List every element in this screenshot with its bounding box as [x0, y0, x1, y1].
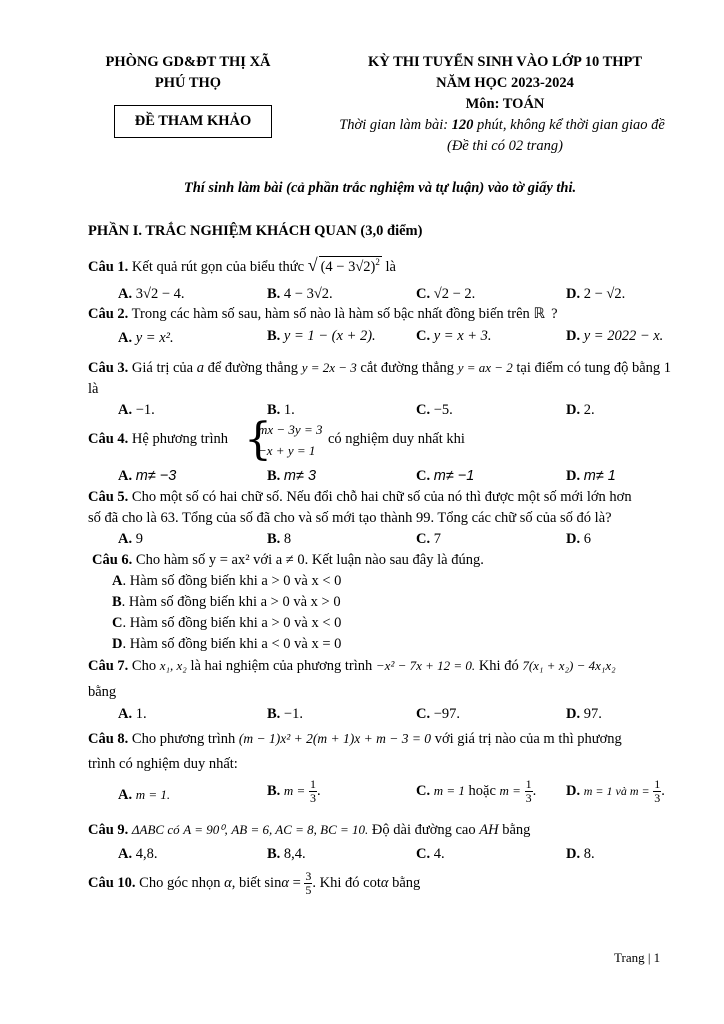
real-set-icon: ℝ [533, 306, 545, 322]
q6-option-a[interactable] [112, 573, 341, 590]
q1-a-value: 3√2 − 4. [135, 286, 185, 302]
q1-text: Kết quả rút gọn của biểu thức [131, 259, 305, 275]
q4-eq1: mx − 3y = 3 [258, 422, 323, 437]
q7-vars: x₁, x₂ [159, 658, 187, 673]
q3-text2: để đường thẳng [207, 360, 299, 376]
q9-d-value: 8. [583, 846, 595, 862]
q2-stem [88, 306, 558, 323]
q8-a-label: A. [118, 787, 133, 803]
q3-stem [88, 357, 676, 400]
q7-d-value: 97. [583, 706, 602, 722]
q9-stem [88, 822, 530, 839]
q10-num: 3 [305, 869, 312, 883]
q5-d-value: 6 [583, 531, 591, 547]
q1-a-label: A. [118, 286, 133, 302]
q8-text1: Cho phương trình [131, 731, 236, 747]
q7-a-value: 1. [135, 706, 147, 722]
q9-c-value: 4. [433, 846, 445, 862]
q9-a-value: 4,8. [135, 846, 158, 862]
q8-b-den: 3 [309, 791, 316, 805]
q3-option-a[interactable] [118, 402, 155, 419]
q4-d-value: m≠ 1 [583, 468, 616, 484]
q8-text3: trình có nghiệm duy nhất: [88, 756, 238, 772]
q2-a-value: y = x². [135, 330, 174, 346]
q8-option-b[interactable]: B. m = $\frac{1}{3}$ . [267, 777, 321, 805]
q6-text: Cho hàm số y = ax² với a ≠ 0. Kết luận nào sau đây là đúng. [135, 552, 484, 568]
q5-b-label: B. [267, 531, 281, 547]
q5-stem-line1 [88, 489, 632, 506]
q7-d-label: D. [566, 706, 581, 722]
q7-b-label: B. [267, 706, 281, 722]
q2-label: Câu 2. [88, 306, 129, 322]
time-prefix: Thời gian làm bài: [339, 117, 452, 133]
q4-label: Câu 4. [88, 431, 129, 447]
q6-a-label: A [112, 573, 123, 589]
q9-text1: ΔABC có [131, 822, 180, 837]
q7-c-value: −97. [433, 706, 461, 722]
q3-label: Câu 3. [88, 360, 129, 376]
q4-a-label: A. [118, 468, 133, 484]
q1-option-d[interactable] [566, 286, 625, 303]
q10-text3: . Khi đó cot [312, 874, 381, 891]
q7-text4: bằng [88, 684, 117, 700]
q10-stem [88, 870, 420, 897]
q7-option-d[interactable] [566, 706, 602, 723]
q1-expr-wrap [319, 256, 382, 276]
q3-option-d[interactable] [566, 402, 595, 419]
q3-a-label: A. [118, 402, 133, 418]
q8-c-num: 1 [525, 777, 532, 791]
q9-sides: AB = 6, AC = 8, BC = 10. [231, 822, 369, 837]
q5-b-value: 8 [283, 531, 292, 547]
q6-c-value: . Hàm số đồng biến khi a > 0 và x < 0 [122, 615, 342, 631]
q4-option-c[interactable] [416, 468, 474, 485]
q9-b-label: B. [267, 846, 281, 862]
q9-b-value: 8,4. [283, 846, 306, 862]
q8-option-c[interactable]: C. m = 1 hoặc m = $\frac{1}{3}$ . [416, 777, 537, 805]
q3-b-label: B. [267, 402, 281, 418]
q8-b-num: 1 [309, 777, 316, 791]
q10-alpha3: α [380, 874, 389, 891]
q5-option-d[interactable] [566, 531, 591, 548]
q1-d-label: D. [566, 286, 581, 302]
q8-option-a[interactable] [118, 787, 170, 804]
section-title: PHẦN I. TRẮC NGHIỆM KHÁCH QUAN (3,0 điểm) [88, 223, 423, 239]
q1-b-value: 4 − 3√2. [283, 286, 333, 302]
q7-option-a[interactable] [118, 706, 147, 723]
q2-option-b[interactable] [267, 328, 376, 345]
q1-option-a[interactable] [118, 286, 185, 303]
q3-text4: tại điểm có tung [516, 360, 611, 376]
q9-text3: bằng [502, 822, 531, 838]
q7-c-label: C. [416, 706, 431, 722]
q8-c-fraction [525, 778, 533, 805]
time-line [318, 117, 686, 134]
q5-text1: Cho một số có hai chữ số. Nếu đổi chỗ hai chữ số của nó thì được một số mới lớn hơn [131, 489, 632, 505]
q5-option-a[interactable] [118, 531, 143, 548]
q7-text1: Cho [131, 658, 157, 674]
q2-c-value: y = x + 3. [433, 328, 492, 344]
exam-type-box [114, 105, 272, 138]
q2-option-d[interactable] [566, 328, 663, 345]
q2-b-value: y = 1 − (x + 2). [283, 328, 376, 344]
q4-option-a[interactable] [118, 468, 176, 485]
q2-d-label: D. [566, 328, 581, 344]
q5-c-label: C. [416, 531, 431, 547]
q5-option-c[interactable] [416, 531, 441, 548]
q8-b-pre: m = [283, 782, 306, 798]
q4-b-label: B. [267, 468, 281, 484]
q7-text3: Khi đó [478, 658, 519, 674]
q6-label: Câu 6. [92, 552, 133, 568]
q6-c-label: C [112, 615, 123, 631]
q5-label: Câu 5. [88, 489, 129, 505]
q8-d-pre: m = 1 và m = [583, 783, 650, 798]
q8-c-label: C. [416, 782, 431, 799]
q3-a-value: −1. [135, 402, 155, 418]
q7-text2: là hai nghiệm của phương trình [190, 658, 373, 674]
q3-option-c[interactable] [416, 402, 453, 419]
q8-c-mid: m = [499, 782, 521, 798]
q8-b-fraction [309, 778, 317, 805]
q1-expr: (4 − 3√2) [320, 259, 376, 275]
q6-d-label: D [112, 636, 123, 652]
q8-b-label: B. [267, 782, 281, 799]
sqrt-icon: √ [307, 255, 318, 275]
q2-tail: ? [551, 306, 558, 322]
q4-c-value: m≠ −1 [433, 468, 475, 484]
q1-tail: là [385, 259, 396, 275]
q10-label: Câu 10. [88, 874, 136, 891]
q3-text5: độ bằng 1 là [88, 360, 672, 397]
q5-c-value: 7 [433, 531, 441, 547]
instruction: Thí sinh làm bài (cả phần trắc nghiệm và tự luận) vào tờ giấy thi. [183, 180, 577, 196]
q8-d-den: 3 [654, 791, 661, 805]
q4-eq2: −x + y = 1 [258, 443, 316, 458]
q2-d-value: y = 2022 − x. [583, 328, 664, 344]
q9-option-d[interactable] [566, 846, 595, 863]
q3-text3: cắt đường thẳng [360, 360, 455, 376]
q4-c-label: C. [416, 468, 431, 484]
q9-option-b[interactable] [267, 846, 306, 863]
q7-label: Câu 7. [88, 658, 129, 674]
q5-option-b[interactable] [267, 531, 291, 548]
q8-option-d[interactable]: D. m = 1 và m = $\frac{1}{3}$ . [566, 777, 665, 805]
q8-d-num: 1 [654, 777, 661, 791]
q7-expr: 7(x₁ + x₂) − 4x₁x₂ [522, 658, 616, 673]
dept-line2: PHÚ THỌ [154, 75, 222, 91]
q2-a-label: A. [118, 330, 133, 346]
q6-d-value: . Hàm số đồng biến khi a < 0 và x = 0 [122, 636, 342, 652]
q2-text: Trong các hàm số sau, hàm số nào là hàm số bậc nhất đồng biến trên [131, 306, 530, 322]
q9-label: Câu 9. [88, 822, 129, 838]
q7-eq: −x² − 7x + 12 = 0. [375, 658, 476, 673]
exam-type: ĐỀ THAM KHẢO [134, 113, 252, 129]
q4-b-value: m≠ 3 [283, 468, 317, 484]
q10-text4: bằng [392, 874, 421, 891]
q10-alpha2: α [281, 874, 289, 891]
q1-option-b[interactable] [267, 286, 333, 303]
time-suffix: phút, không kể thời gian giao đề [473, 117, 665, 133]
q8-d-fraction [653, 778, 661, 805]
q4-a-value: m≠ −3 [135, 468, 177, 484]
q6-b-label: B [112, 594, 122, 610]
q4-tail: có nghiệm duy nhất khi [328, 431, 465, 447]
q8-a-value: m = 1. [135, 787, 171, 802]
q8-c-pre: m = 1 [433, 782, 465, 798]
q2-option-c[interactable] [416, 328, 492, 345]
q8-stem [88, 731, 622, 748]
time-value: 120 [451, 117, 474, 133]
q3-d-value: 2. [583, 402, 595, 418]
q8-text2: với giá trị nào của m thì phương [434, 731, 622, 747]
q3-text1: Giá trị của [131, 360, 194, 376]
brace-icon: { [244, 414, 272, 465]
q10-den: 5 [305, 883, 312, 897]
q3-line2: y = ax − 2 [457, 360, 513, 375]
q9-option-c[interactable] [416, 846, 445, 863]
q10-text2: , biết sin [231, 874, 282, 891]
q1-label: Câu 1. [88, 259, 129, 275]
q9-c-label: C. [416, 846, 431, 862]
q4-d-label: D. [566, 468, 581, 484]
q1-b-label: B. [267, 286, 281, 302]
q6-a-value: . Hàm số đồng biến khi a > 0 và x < 0 [122, 573, 342, 589]
q6-b-value: . Hàm số đồng biến khi a > 0 và x > 0 [121, 594, 341, 610]
q4-option-b[interactable] [267, 468, 316, 485]
q5-a-value: 9 [135, 531, 143, 547]
q4-label-wrap [88, 431, 228, 448]
q7-b-value: −1. [283, 706, 303, 722]
q8-eq: (m − 1)x² + 2(m + 1)x + m − 3 = 0 [238, 731, 432, 746]
q4-text: Hệ phương trình [131, 431, 228, 447]
q4-option-d[interactable] [566, 468, 616, 485]
q5-d-label: D. [566, 531, 581, 547]
page-number: Trang | 1 [614, 950, 661, 965]
q3-c-label: C. [416, 402, 431, 418]
q1-stem [88, 255, 396, 276]
q1-c-value: √2 − 2. [433, 286, 476, 302]
q8-c-or: hoặc [468, 782, 496, 799]
q3-var: a [196, 360, 204, 376]
school-year: NĂM HỌC 2023-2024 [436, 75, 574, 91]
q6-option-b[interactable] [112, 594, 341, 611]
q6-option-c[interactable] [112, 615, 341, 632]
q2-c-label: C. [416, 328, 431, 344]
q9-alt: AH [479, 822, 499, 838]
q2-option-a[interactable] [118, 330, 174, 347]
q5-a-label: A. [118, 531, 133, 547]
q7-option-c[interactable] [416, 706, 460, 723]
dept-line1: PHÒNG GD&ĐT THỊ XÃ [105, 54, 271, 70]
exam-title: KỲ THI TUYỂN SINH VÀO LỚP 10 THPT [367, 54, 643, 70]
q3-d-label: D. [566, 402, 581, 418]
q1-sup: 2 [375, 257, 380, 268]
q3-line1: y = 2x − 3 [301, 360, 357, 375]
q10-alpha: α [224, 874, 232, 891]
pages-note: (Đề thi có 02 trang) [447, 138, 563, 154]
q10-eq: = [292, 874, 301, 891]
q8-label: Câu 8. [88, 731, 129, 747]
q5-text2: số đã cho là 63. Tổng của số đã cho và số mới tạo thành 99. Tổng các chữ số của số đó là? [88, 510, 612, 526]
q1-option-c[interactable] [416, 286, 475, 303]
q7-stem [88, 658, 616, 675]
q8-c-den: 3 [525, 791, 532, 805]
q7-option-b[interactable] [267, 706, 303, 723]
q3-b-value: 1. [283, 402, 295, 418]
q9-a-label: A. [118, 846, 133, 862]
q6-option-d[interactable] [112, 636, 341, 653]
q10-text1: Cho góc nhọn [139, 874, 221, 891]
q9-option-a[interactable] [118, 846, 157, 863]
q3-c-value: −5. [433, 402, 453, 418]
q8-d-label: D. [566, 782, 581, 799]
q1-d-value: 2 − √2. [583, 286, 626, 302]
q2-b-label: B. [267, 328, 281, 344]
subject: Môn: TOÁN [465, 96, 545, 112]
q1-c-label: C. [416, 286, 431, 302]
q6-stem [92, 552, 484, 569]
q9-d-label: D. [566, 846, 581, 862]
q9-angle: A = 90⁰, [183, 822, 228, 837]
q7-a-label: A. [118, 706, 133, 722]
q9-text2: Độ dài đường cao [371, 822, 476, 838]
